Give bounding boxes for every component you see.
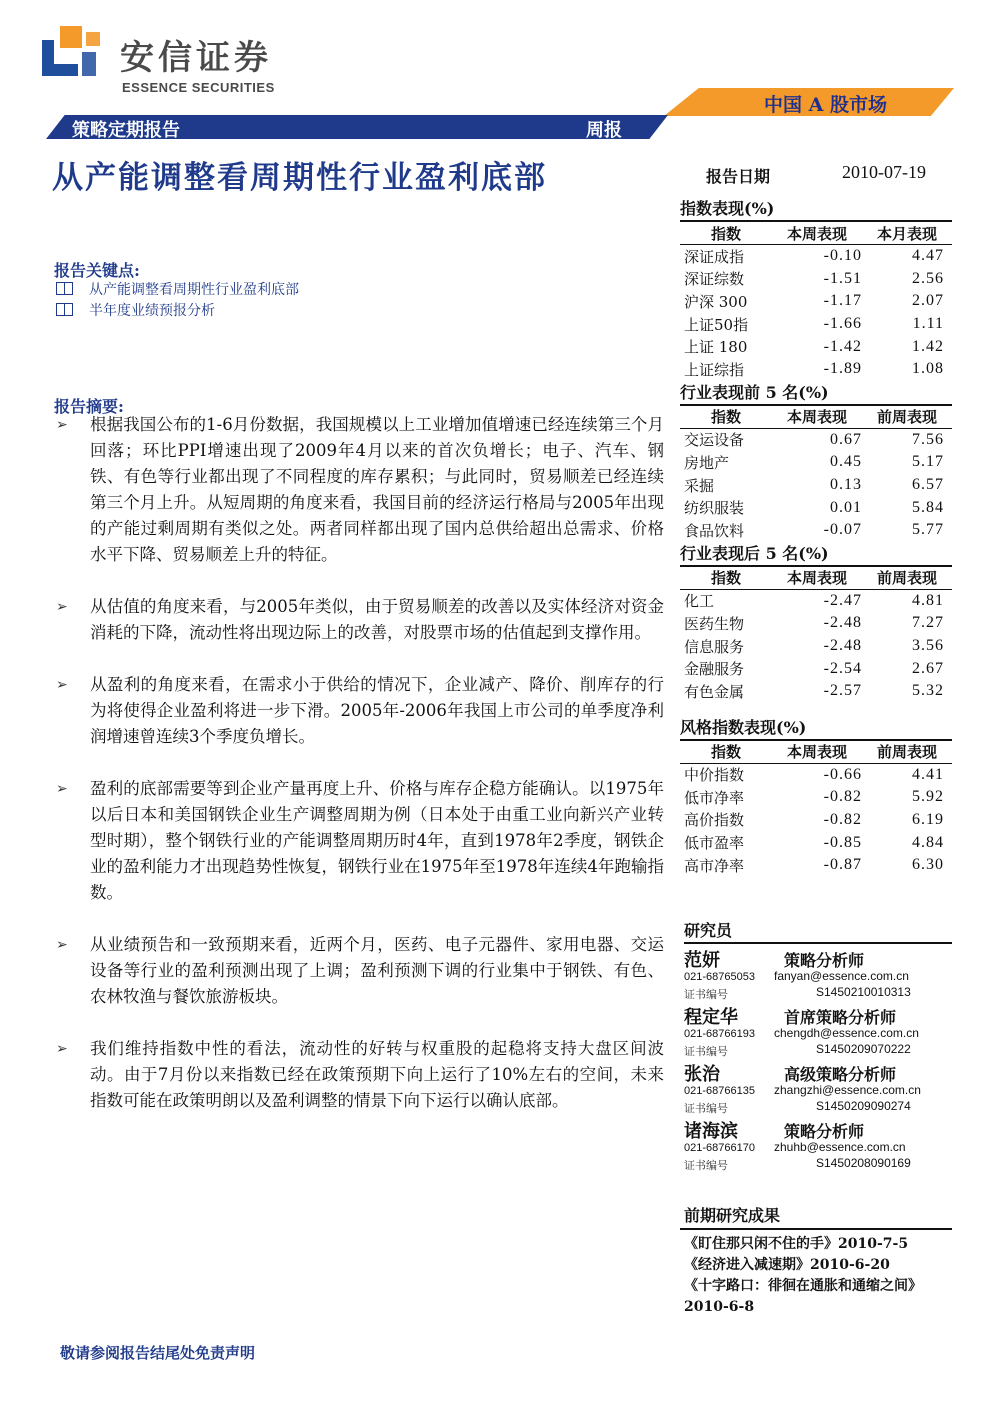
industry-name: 食品饮料 [684,521,745,540]
analyst-name: 诸海滨 [684,1121,738,1142]
column-header: 前周表现 [862,406,952,429]
weekly-change: -1.17 [823,292,862,310]
arrow-bullet-icon: ➢ [56,937,68,953]
cert-label: 证书编号 [684,1102,728,1115]
table-row [680,496,952,519]
table-row [680,763,952,786]
summary-bullet [56,594,664,646]
style-index-name: 中价指数 [684,766,745,785]
weekly-change: 0.13 [830,476,862,494]
summary-text: 盈利的底部需要等到企业产量再度上升、价格与库存企稳方能确认。以1975年以后日本和美国钢铁企业生产调整周期为例（日本处于由重工业向新兴产业转型时期），整个钢铁行业的产能调整周期历时4年，直到1978年2季度，钢铁企业的盈利能力才出现趋势性恢复，钢铁行业在1975年至1978年连续4年跑输指数。 [90,779,664,902]
weekly-change: -1.42 [823,337,862,355]
prior-week-change: 5.92 [912,788,944,806]
style-index-name: 低市净率 [684,788,745,807]
industry-name: 信息服务 [684,637,745,656]
summary-text: 从盈利的角度来看，在需求小于供给的情况下，企业减产、降价、削库存的行为将使得企业盈利将进一步下滑。2005年-2006年我国上市公司的单季度净利润增速曾连续3个季度负增长。 [90,675,664,746]
key-point-item [56,301,299,322]
industry-name: 金融服务 [684,660,745,679]
key-point-item [56,280,299,301]
analyst-name: 范妍 [684,950,720,971]
index-name: 深证成指 [684,247,745,266]
table-row [680,657,952,680]
prior-week-change: 6.57 [912,476,944,494]
arrow-bullet-icon: ➢ [56,677,68,693]
index-name: 上证综指 [684,360,745,379]
column-header: 本周表现 [772,406,862,429]
arrow-bullet-icon: ➢ [56,781,68,797]
weekly-change: 0.67 [830,430,862,448]
column-header: 本周表现 [772,222,862,245]
brand-name-en: ESSENCE SECURITIES [122,80,275,95]
cert-label: 证书编号 [684,988,728,1001]
analyst-phone: 021-68766170 [684,1142,755,1154]
prior-week-change: 7.56 [912,430,944,448]
prior-week-change: 6.19 [912,810,944,828]
weekly-change: -0.10 [823,247,862,265]
summary-list [56,412,664,1140]
essence-logo [40,26,102,78]
weekly-change: -0.82 [823,810,862,828]
table-row [680,313,952,336]
table-row [680,635,952,658]
index-performance-table [680,222,952,381]
analyst-phone: 021-68766135 [684,1085,755,1097]
weekly-change: -0.82 [823,788,862,806]
industry-name: 交运设备 [684,431,745,450]
monthly-change: 1.11 [912,315,944,333]
analysts-heading: 研究员 [684,920,952,944]
table-title: 行业表现前 5 名(%) [680,382,952,406]
analyst-card [684,1001,952,1058]
prior-week-change: 5.17 [912,453,944,471]
table-row [680,474,952,497]
prior-week-change: 7.27 [912,614,944,632]
weekly-change: -1.89 [823,360,862,378]
summary-text: 从业绩预告和一致预期来看，近两个月，医药、电子元器件、家用电器、交运设备等行业的盈利预测出现了上调；盈利预测下调的行业集中于钢铁、有色、农林牧渔与餐饮旅游板块。 [90,935,664,1006]
analyst-phone: 021-68766193 [684,1028,755,1040]
column-header: 指数 [680,741,772,764]
index-name: 上证50指 [684,315,749,334]
prior-research-heading: 前期研究成果 [680,1204,952,1230]
analyst-title: 策略分析师 [784,951,865,970]
table-title: 指数表现(%) [680,198,952,222]
prior-research-item: 《经济进入减速期》2010-6-20 [684,1257,890,1273]
table-header-row [680,406,952,429]
monthly-change: 1.08 [912,360,944,378]
report-frequency: 周报 [586,120,622,141]
summary-bullet [56,672,664,750]
monthly-change: 2.07 [912,292,944,310]
prior-research-list [680,1234,952,1318]
table-row [680,519,952,542]
cert-label: 证书编号 [684,1045,728,1058]
style-index-table [680,741,952,877]
prior-week-change: 4.81 [912,591,944,609]
analyst-title: 高级策略分析师 [784,1065,897,1084]
table-row [680,612,952,635]
table-title: 风格指数表现(%) [680,717,952,741]
table-row [680,268,952,291]
table-title: 行业表现后 5 名(%) [680,543,952,567]
table-row [680,290,952,313]
table-row [680,589,952,612]
monthly-change: 2.56 [912,269,944,287]
top5-industry-table [680,406,952,542]
weekly-change: -2.47 [823,591,862,609]
column-header: 指数 [680,222,772,245]
prior-week-change: 5.84 [912,498,944,516]
analyst-cert: S1450208090169 [816,1156,911,1170]
prior-week-change: 2.67 [912,659,944,677]
summary-text: 我们维持指数中性的看法，流动性的好转与权重股的起稳将支持大盘区间波动。由于7月份以来指数已经在政策预期下向上运行了10%左右的空间，未来指数可能在政策明朗以及盈利调整的情景下向下运行以确认底部。 [90,1039,664,1110]
table-header-row [680,741,952,764]
brand-name-cn: 安信证券 [120,38,272,78]
column-header: 前周表现 [862,741,952,764]
index-name: 上证 180 [684,338,748,357]
analyst-email[interactable]: zhangzhi@essence.com.cn [774,1083,921,1097]
prior-week-change: 5.32 [912,682,944,700]
analyst-name: 张治 [684,1064,720,1085]
book-icon [56,282,73,295]
prior-week-change: 6.30 [912,856,944,874]
table-row [680,358,952,381]
weekly-change: 0.45 [830,453,862,471]
summary-text: 从估值的角度来看，与2005年类似，由于贸易顺差的改善以及实体经济对资金消耗的下降，流动性将出现边际上的改善，对股票市场的估值起到支撑作用。 [90,597,664,642]
key-points-heading: 报告关键点: [54,261,140,280]
table-row [680,335,952,358]
monthly-change: 4.47 [912,247,944,265]
key-point-text: 从产能调整看周期性行业盈利底部 [89,282,299,298]
prior-week-change: 3.56 [912,637,944,655]
table-row [680,680,952,703]
weekly-change: -2.57 [823,682,862,700]
style-index-name: 低市盈率 [684,834,745,853]
monthly-change: 1.42 [912,337,944,355]
analyst-cert: S1450209090274 [816,1099,911,1113]
weekly-change: -1.51 [823,269,862,287]
analyst-phone: 021-68765053 [684,971,755,983]
column-header: 指数 [680,406,772,429]
weekly-change: -0.85 [823,833,862,851]
analyst-cert: S1450209070222 [816,1042,911,1056]
column-header: 指数 [680,567,772,590]
industry-name: 化工 [684,592,715,611]
prior-research-block [680,1204,952,1318]
table-header-row [680,567,952,590]
column-header: 本周表现 [772,741,862,764]
industry-name: 医药生物 [684,614,745,633]
prior-week-change: 5.77 [912,521,944,539]
summary-bullet [56,932,664,1010]
book-icon [56,303,73,316]
summary-bullet [56,1036,664,1114]
analyst-email[interactable]: zhuhb@essence.com.cn [774,1140,906,1154]
table-row [680,428,952,451]
analyst-card [684,1058,952,1115]
summary-heading: 报告摘要: [54,397,124,416]
bottom5-industry-table [680,567,952,703]
weekly-change: 0.01 [830,498,862,516]
table-row [680,245,952,268]
industry-name: 采掘 [684,476,715,495]
analyst-title: 策略分析师 [784,1122,865,1141]
prior-week-change: 4.84 [912,833,944,851]
summary-text: 根据我国公布的1-6月份数据，我国规模以上工业增加值增速已经连续第三个月回落；环比PPI增速出现了2009年4月以来的首次负增长；电子、汽车、钢铁、有色等行业都出现了不同程度的库存累积；与此同时，贸易顺差已经连续第三个月上升。从短周期的角度来看，我国目前的经济运行格局与2005年出现的产能过剩周期有类似之处。两者同样都出现了国内总供给超出总需求、价格水平下降、贸易顺差上升的特征。 [90,415,664,564]
report-title: 从产能调整看周期性行业盈利底部 [52,160,547,196]
table-row [680,831,952,854]
weekly-change: -1.66 [823,315,862,333]
industry-name: 纺织服装 [684,499,745,518]
analyst-email[interactable]: chengdh@essence.com.cn [774,1026,919,1040]
weekly-change: -2.54 [823,659,862,677]
industry-name: 房地产 [684,453,730,472]
analyst-cert: S1450210010313 [816,985,911,999]
disclaimer-note: 敬请参阅报告结尾处免责声明 [60,1344,256,1362]
style-index-name: 高市净率 [684,856,745,875]
style-index-name: 高价指数 [684,811,745,830]
report-date-label: 报告日期 [706,167,771,186]
summary-bullet [56,776,664,906]
summary-bullet [56,412,664,568]
market-label: 中国 A 股市场 [764,94,887,116]
prior-week-change: 4.41 [912,765,944,783]
index-name: 深证综数 [684,270,745,289]
report-type: 策略定期报告 [72,120,180,141]
analyst-email[interactable]: fanyan@essence.com.cn [774,969,909,983]
analyst-title: 首席策略分析师 [784,1008,897,1027]
weekly-change: -0.07 [823,521,862,539]
analyst-name: 程定华 [684,1007,738,1028]
table-header-row [680,222,952,245]
arrow-bullet-icon: ➢ [56,1041,68,1057]
market-tables [680,198,952,877]
key-point-text: 半年度业绩预报分析 [89,303,215,319]
cert-label: 证书编号 [684,1159,728,1172]
column-header: 前周表现 [862,567,952,590]
index-name: 沪深 300 [684,292,748,311]
arrow-bullet-icon: ➢ [56,599,68,615]
table-row [680,854,952,877]
table-row [680,786,952,809]
weekly-change: -0.66 [823,765,862,783]
column-header: 本月表现 [862,222,952,245]
prior-research-item: 《盯住那只闲不住的手》2010-7-5 [684,1236,909,1252]
table-row [680,451,952,474]
industry-name: 有色金属 [684,682,745,701]
weekly-change: -0.87 [823,856,862,874]
analyst-card [684,944,952,1001]
analysts-block [684,920,952,1172]
report-date: 2010-07-19 [842,162,926,182]
weekly-change: -2.48 [823,614,862,632]
key-points-list [56,280,299,322]
table-row [680,809,952,832]
column-header: 本周表现 [772,567,862,590]
weekly-change: -2.48 [823,637,862,655]
prior-research-item: 《十字路口：徘徊在通胀和通缩之间》2010-6-8 [684,1278,922,1315]
arrow-bullet-icon: ➢ [56,417,68,433]
analyst-card [684,1115,952,1172]
